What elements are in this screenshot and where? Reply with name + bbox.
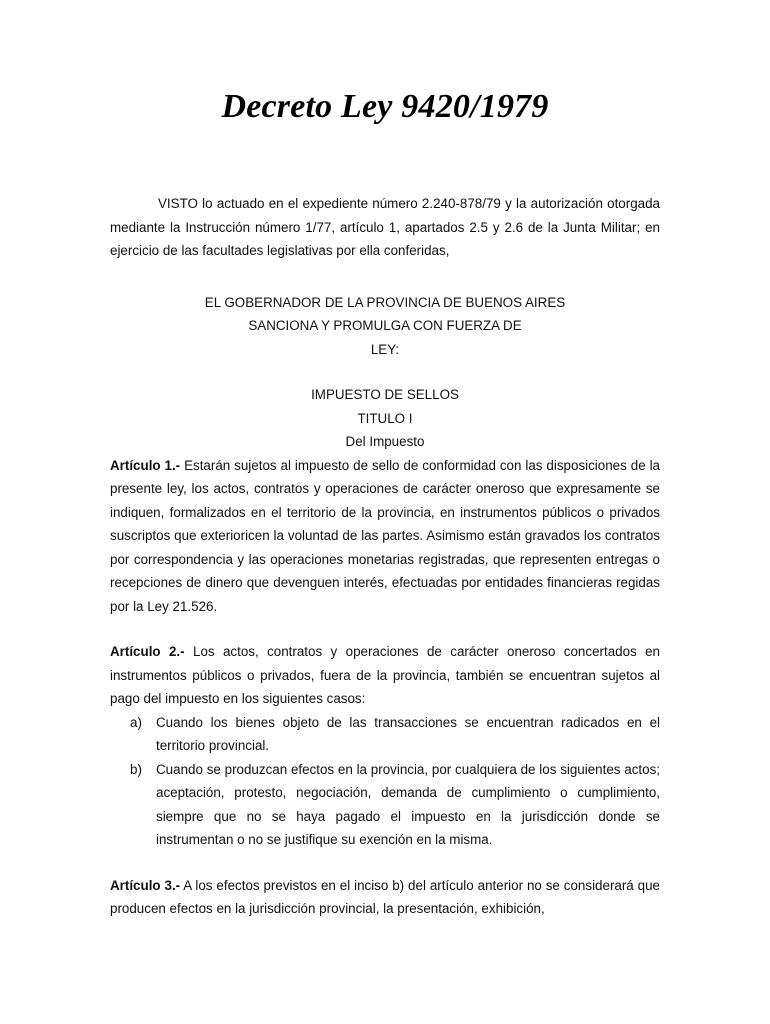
heading-line-1: EL GOBERNADOR DE LA PROVINCIA DE BUENOS AIRES <box>204 294 566 310</box>
tax-heading: IMPUESTO DE SELLOS <box>311 387 459 402</box>
article-2-text: Los actos, contratos y operaciones de carácter oneroso concertados en instrumentos públicos o privados, fuera de la provincia, también se encuentran sujetos al pago del impuesto en los siguientes casos: <box>110 644 661 706</box>
article-1 <box>110 454 660 619</box>
heading-line-3: LEY: <box>370 341 400 357</box>
subtitle-heading: Del Impuesto <box>345 434 425 449</box>
item-a-marker: a) <box>130 714 142 730</box>
list-item <box>110 758 660 852</box>
item-b-marker: b) <box>130 761 142 777</box>
article-1-text: Estarán sujetos al impuesto de sello de conformidad con las disposiciones de la presente ley, los actos, contratos y operaciones de carácter oneroso que expresamente se indiquen, formalizados en el territorio de la provincia, en instrumentos públicos o privados suscriptos que exterioricen la voluntad de las partes. Asimismo están gravados los contratos por correspondencia y las operaciones monetarias registradas, que representen entregas o recepciones de dinero que devenguen interés, efectuadas por entidades financieras regidas por la Ley 21.526. <box>110 457 660 614</box>
article-3 <box>110 874 660 921</box>
article-1-label: Artículo 1.- <box>110 457 181 473</box>
article-3-label: Artículo 3.- <box>110 877 181 893</box>
section-heading <box>110 383 660 454</box>
article-2-label: Artículo 2.- <box>110 644 185 659</box>
article-3-text: A los efectos previstos en el inciso b) del artículo anterior no se considerará que producen efectos en la jurisdicción provincial, la presentación, exhibición, <box>110 877 660 916</box>
document-title: Decreto Ley 9420/1979 <box>221 88 549 125</box>
visto-paragraph: VISTO lo actuado en el expediente número 2.240-878/79 y la autorización otorgada mediante la Instrucción número 1/77, artículo 1, apartados 2.5 y 2.6 de la Junta Militar; en ejercicio de las facultades legislativas por ella conferidas, <box>110 196 660 258</box>
list-item <box>110 711 660 758</box>
item-b-text: Cuando se produzcan efectos en la provincia, por cualquiera de los siguientes actos; aceptación, protesto, negociación, demanda de cumplimiento o cumplimiento, siempre que no se haya pagado el impuesto en la jurisdicción donde se instrumentan o no se justifique su exención en la misma. <box>156 761 660 847</box>
titulo-heading: TITULO I <box>357 410 413 426</box>
heading-line-2: SANCIONA Y PROMULGA CON FUERZA DE <box>248 318 522 333</box>
enactment-heading <box>110 291 660 362</box>
article-2 <box>110 640 660 711</box>
article-2-items <box>110 711 660 852</box>
document-body <box>110 192 660 921</box>
item-a-text: Cuando los bienes objeto de las transacciones se encuentran radicados en el territorio provincial. <box>156 714 660 753</box>
